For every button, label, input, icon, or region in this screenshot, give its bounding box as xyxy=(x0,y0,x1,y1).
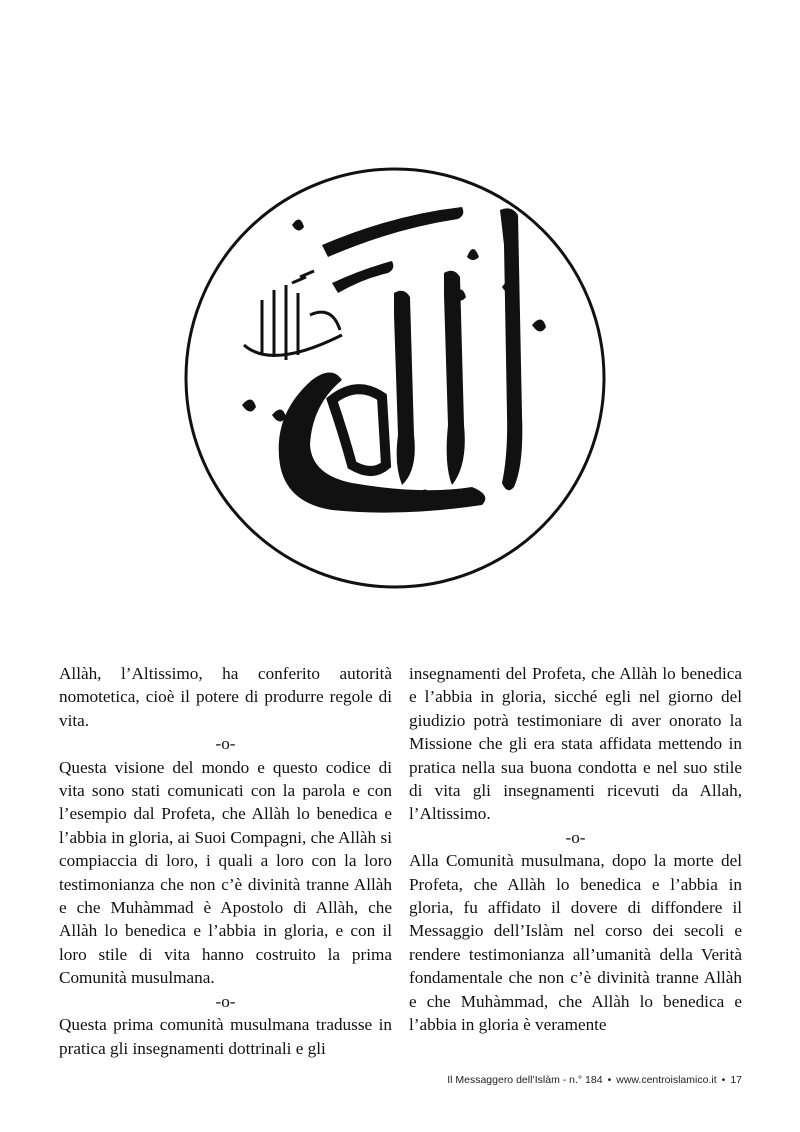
left-paragraph-1: Allàh, l’Altissimo, ha conferito autorità nomotetica, cioè il potere di produrre regole di vita. xyxy=(59,664,392,730)
section-separator: -o- xyxy=(215,991,236,1011)
right-paragraph-2: Alla Comunità musulmana, dopo la morte del Profeta, che Allàh lo benedica e l’abbia in gloria, fu affidato il dovere di diffondere il Messaggio dell’Islàm nel corso dei secoli e rendere testimonianza all’umanità della Verità fondamentale che non c’è divinità tranne Allàh e che Muhàmmad, che Allàh lo benedica e l’abbia in gloria è veramente xyxy=(409,851,742,1035)
right-column xyxy=(409,662,742,1037)
left-paragraph-3: Questa prima comunità musulmana tradusse in pratica gli insegnamenti dottrinali e gli xyxy=(59,1015,392,1058)
section-separator: -o- xyxy=(215,734,236,754)
page-number: 17 xyxy=(730,1074,742,1086)
website-link[interactable]: www.centroislamico.it xyxy=(616,1074,717,1086)
section-separator: -o- xyxy=(565,827,586,847)
publication-title: Il Messaggero dell’Islàm - n.° 184 xyxy=(447,1074,603,1086)
left-column xyxy=(59,662,392,1060)
allah-calligraphy-icon xyxy=(182,165,608,591)
bullet-separator: • xyxy=(721,1074,726,1086)
page-footer xyxy=(447,1074,742,1086)
right-paragraph-1: insegnamenti del Profeta, che Allàh lo benedica e l’abbia in gloria, sicché egli nel giorno del giudizio potrà testimoniare di aver onorato la Missione che gli era stata affidata mettendo in pratica nella sua buona condotta e nel suo stile di vita gli insegnamenti ricevuti da Allah, l’Altissimo. xyxy=(409,664,742,824)
left-paragraph-2: Questa visione del mondo e questo codice di vita sono stati comunicati con la parola e con l’esempio dal Profeta, che Allàh lo benedica e l’abbia in gloria, ai Suoi Compagni, che Allàh si compiaccia di loro, i quali a loro con la loro testimonianza che non c’è divinità tranne Allàh e che Muhàmmad è Apostolo di Allàh, che Allàh lo benedica e l’abbia in gloria, e con il loro stile di vita hanno costruito la prima Comunità musulmana. xyxy=(59,757,392,988)
allah-calligraphy-emblem xyxy=(182,165,608,591)
bullet-separator: • xyxy=(607,1074,612,1086)
